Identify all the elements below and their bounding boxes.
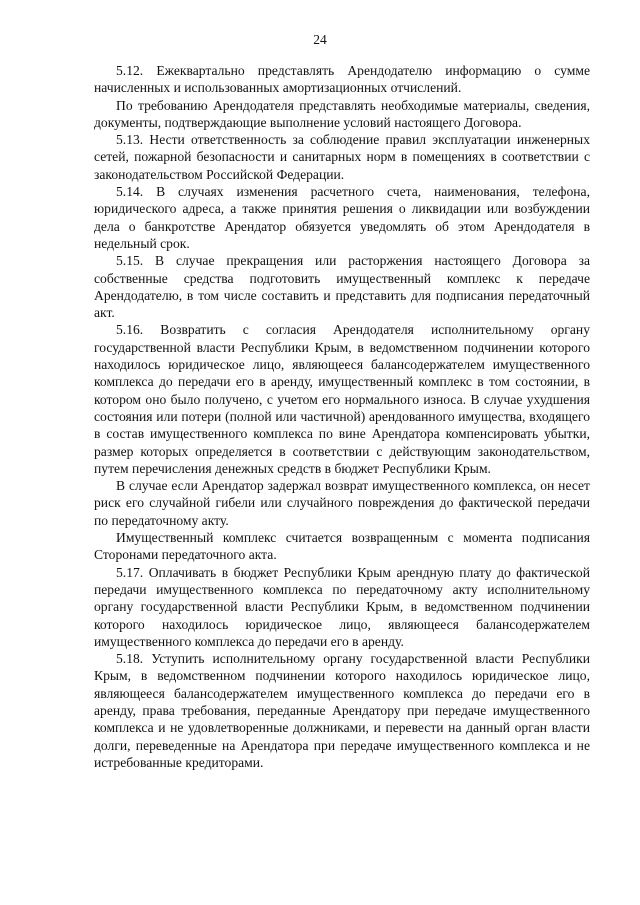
paragraph-5-18: 5.18. Уступить исполнительному органу государственной власти Республики Крым, в ведомственном подчинении которого находилось юридическое лицо, являющееся балансодержателем имущественного комплекса до передачи его в аренду, права требования, переданные Арендатору при передаче имущественного комплекса и не удовлетворенные должниками, и перевести на данный орган власти долги, переведенные на Арендатора при передаче имущественного комплекса и не истребованные кредиторами. bbox=[94, 651, 590, 770]
paragraph-5-14: 5.14. В случаях изменения расчетного счета, наименования, телефона, юридического адреса, а также принятия решения о ликвидации или возбуждении дела о банкротстве Арендатор обязуется уведомлять об этом Арендодателя в недельный срок. bbox=[94, 184, 590, 251]
paragraph-5-12-continued: По требованию Арендодателя представлять необходимые материалы, сведения, документы, подтверждающие выполнение условий настоящего Договора. bbox=[94, 97, 590, 130]
paragraph-5-16-delay: В случае если Арендатор задержал возврат имущественного комплекса, он несет риск его случайной гибели или случайного повреждения до фактической передачи по передаточному акту. bbox=[94, 478, 590, 528]
paragraph-5-12: 5.12. Ежеквартально представлять Арендодателю информацию о сумме начисленных и использованных амортизационных отчислений. bbox=[94, 63, 590, 96]
paragraph-5-15: 5.15. В случае прекращения или расторжения настоящего Договора за собственные средства подготовить имущественный комплекс к передаче Арендодателю, в том числе составить и представить для подписания передаточный акт. bbox=[94, 253, 590, 321]
paragraph-5-13: 5.13. Нести ответственность за соблюдение правил эксплуатации инженерных сетей, пожарной безопасности и санитарных норм в помещениях в соответствии с законодательством Российской Федерации. bbox=[94, 132, 590, 182]
paragraph-5-17: 5.17. Оплачивать в бюджет Республики Крым арендную плату до фактической передачи имущественного комплекса по передаточному акту исполнительному органу государственной власти Республики Крым, в ведомственном подчинении которого находилось юридическое лицо, являющееся балансодержателем имущественного комплекса до передачи его в аренду. bbox=[94, 564, 590, 649]
paragraph-5-16-return: Имущественный комплекс считается возвращенным с момента подписания Сторонами передаточного акта. bbox=[94, 530, 590, 563]
page-number: 24 bbox=[313, 32, 327, 47]
paragraph-5-16: 5.16. Возвратить с согласия Арендодателя исполнительному органу государственной власти Республики Крым, в ведомственном подчинении которого находилось юридическое лицо, являющееся балансодержателем имущественного комплекса до передачи его в аренду, имущественный комплекс в том состоянии, в котором оно было получено, с учетом его нормального износа. В случае ухудшения состояния или потери (полной или частичной) арендованного имущества, входящего в состав имущественного комплекса по вине Арендатора компенсировать убытки, размер которых определяется в соответствии с действующим законодательством, путем перечисления денежных средств в бюджет Республики Крым. bbox=[94, 322, 590, 476]
document-body bbox=[94, 62, 590, 771]
